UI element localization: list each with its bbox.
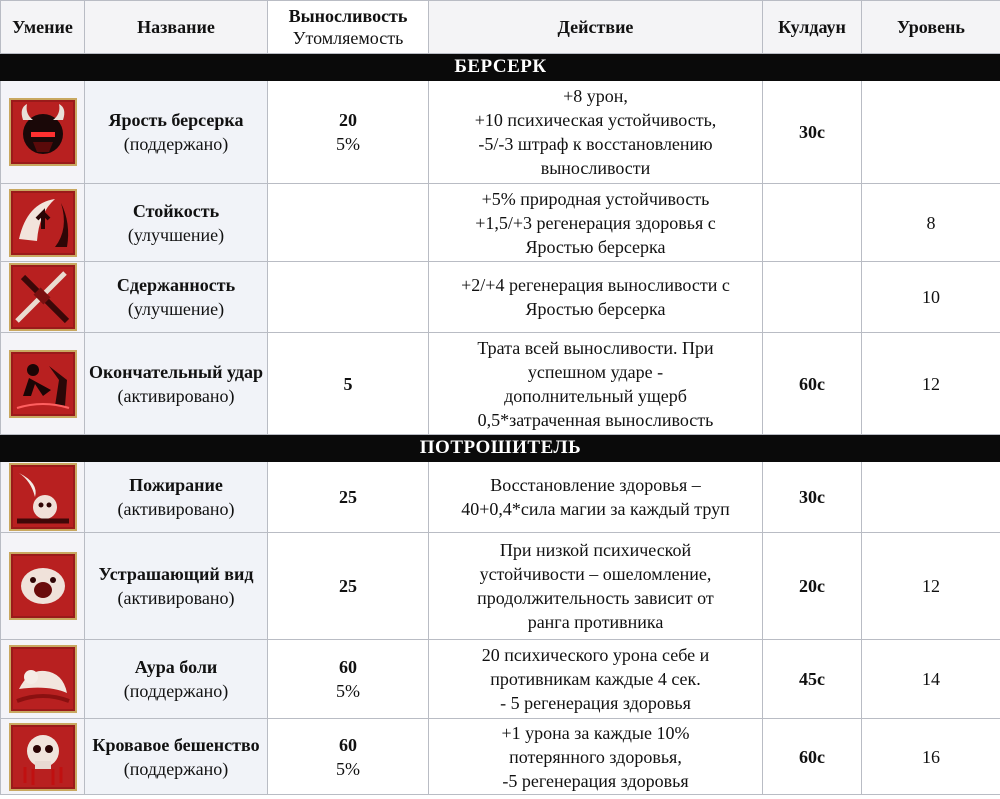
cooldown-cell	[763, 262, 862, 333]
action-line: дополнительный ущерб	[504, 385, 687, 406]
action-line: 0,5*затраченная выносливость	[477, 409, 714, 430]
action-cell	[429, 333, 763, 435]
action-line: +8 урон,	[563, 86, 628, 106]
skill-row	[1, 262, 1000, 333]
action-cell	[429, 462, 763, 533]
action-line: потерянного здоровья,	[509, 746, 682, 767]
action-cell	[429, 640, 763, 719]
action-line: Трата всей выносливости. При	[477, 337, 714, 358]
action-line: При низкой психической	[499, 540, 692, 560]
skill-name-cell	[85, 719, 268, 795]
action-line: -5/-3 штраф к восстановлению	[478, 134, 713, 154]
action-line: успешном ударе -	[527, 361, 664, 382]
cooldown-cell: 20с	[763, 533, 862, 640]
skill-state: (активировано)	[117, 499, 235, 519]
header-cooldown: Кулдаун	[763, 1, 862, 54]
skill-state: (поддержано)	[123, 681, 229, 701]
action-line: Яростью берсерка	[525, 236, 666, 257]
stamina-cell	[268, 533, 429, 640]
fatigue-value: 5%	[336, 681, 360, 701]
stamina-cell	[268, 462, 429, 533]
stamina-value: 25	[339, 576, 357, 596]
action-line: +1,5/+3 регенерация здоровья с	[475, 212, 716, 233]
section-title: ПОТРОШИТЕЛЬ	[1, 435, 1000, 462]
stamina-value: 60	[339, 657, 357, 677]
horned-helmet-icon	[9, 98, 77, 166]
skill-state: (активировано)	[117, 385, 235, 406]
skill-icon-cell	[1, 81, 85, 184]
skill-row	[1, 719, 1000, 795]
skill-name: Устрашающий вид	[98, 564, 254, 584]
section-title: БЕРСЕРК	[1, 54, 1000, 81]
skill-icon-cell	[1, 333, 85, 435]
skill-name: Кровавое бешенство	[92, 734, 260, 755]
skill-icon-cell	[1, 719, 85, 795]
level-cell: 8	[862, 184, 1000, 262]
header-stamina	[268, 1, 429, 54]
cooldown-cell: 60с	[763, 333, 862, 435]
skill-name: Окончательный удар	[89, 361, 263, 382]
header-row	[1, 1, 1000, 54]
action-cell	[429, 262, 763, 333]
skill-icon-cell	[1, 262, 85, 333]
devour-skull-icon	[9, 463, 77, 531]
skill-icon-cell	[1, 184, 85, 262]
skill-state: (улучшение)	[127, 299, 225, 319]
header-action: Действие	[429, 1, 763, 54]
stamina-value: 5	[343, 373, 353, 394]
stamina-cell	[268, 333, 429, 435]
skill-state: (улучшение)	[127, 224, 225, 245]
action-cell	[429, 81, 763, 184]
header-stamina-label: Выносливость	[288, 6, 408, 26]
level-cell	[862, 81, 1000, 184]
action-line: устойчивости – ошеломление,	[479, 564, 712, 584]
skill-name-cell	[85, 81, 268, 184]
skill-name-cell	[85, 533, 268, 640]
crossed-blades-icon	[9, 263, 77, 331]
level-cell: 14	[862, 640, 1000, 719]
skill-name-cell	[85, 333, 268, 435]
fatigue-value: 5%	[336, 758, 360, 779]
header-skill: Умение	[1, 1, 85, 54]
skill-row	[1, 184, 1000, 262]
cooldown-cell: 30с	[763, 462, 862, 533]
action-line: +2/+4 регенерация выносливости с	[461, 275, 730, 295]
level-cell: 10	[862, 262, 1000, 333]
skill-name: Стойкость	[132, 200, 220, 221]
skill-name-cell	[85, 184, 268, 262]
skill-icon-cell	[1, 640, 85, 719]
skill-icon-cell	[1, 462, 85, 533]
action-line: выносливости	[540, 158, 651, 178]
skill-name-cell	[85, 262, 268, 333]
cooldown-cell	[763, 184, 862, 262]
skill-name: Ярость берсерка	[108, 110, 244, 130]
stamina-cell	[268, 640, 429, 719]
stamina-cell	[268, 719, 429, 795]
blood-skull-icon	[9, 723, 77, 791]
skill-icon-cell	[1, 533, 85, 640]
stamina-value: 60	[339, 734, 357, 755]
action-line: +10 психическая устойчивость,	[474, 110, 717, 130]
header-level: Уровень	[862, 1, 1000, 54]
action-line: -5 регенерация здоровья	[502, 770, 689, 791]
section-header-row	[1, 54, 1000, 81]
upward-arrow-claw-icon	[9, 189, 77, 257]
skill-row	[1, 640, 1000, 719]
header-name: Название	[85, 1, 268, 54]
cooldown-cell: 30с	[763, 81, 862, 184]
action-line: 40+0,4*сила магии за каждый труп	[461, 499, 730, 519]
action-line: противникам каждые 4 сек.	[490, 669, 701, 689]
stamina-value: 25	[339, 487, 357, 507]
header-fatigue-label: Утомляемость	[292, 28, 404, 48]
level-cell	[862, 462, 1000, 533]
skill-row	[1, 533, 1000, 640]
action-line: 20 психического урона себе и	[481, 645, 710, 665]
level-cell: 12	[862, 533, 1000, 640]
cooldown-cell: 60с	[763, 719, 862, 795]
action-line: +5% природная устойчивость	[481, 188, 710, 209]
stamina-cell	[268, 184, 429, 262]
skill-name-cell	[85, 640, 268, 719]
stamina-value: 20	[339, 110, 357, 130]
skill-state: (поддержано)	[123, 134, 229, 154]
action-cell	[429, 533, 763, 640]
skill-row	[1, 333, 1000, 435]
action-line: +1 урона за каждые 10%	[501, 722, 690, 743]
action-cell	[429, 719, 763, 795]
pain-aura-icon	[9, 645, 77, 713]
stamina-cell	[268, 262, 429, 333]
cooldown-cell: 45с	[763, 640, 862, 719]
skill-state: (поддержано)	[123, 758, 229, 779]
action-line: Восстановление здоровья –	[490, 475, 701, 495]
skill-row	[1, 81, 1000, 184]
section-header-row	[1, 435, 1000, 462]
skill-row	[1, 462, 1000, 533]
skill-name: Пожирание	[129, 475, 223, 495]
action-line: - 5 регенерация здоровья	[500, 693, 691, 713]
stamina-cell	[268, 81, 429, 184]
skill-state: (активировано)	[117, 588, 235, 608]
screaming-face-icon	[9, 552, 77, 620]
skill-name: Сдержанность	[116, 275, 236, 295]
action-cell	[429, 184, 763, 262]
skill-name: Аура боли	[134, 657, 218, 677]
fatigue-value: 5%	[336, 134, 360, 154]
action-line: продолжительность зависит от	[477, 588, 714, 608]
final-strike-icon	[9, 350, 77, 418]
skill-name-cell	[85, 462, 268, 533]
level-cell: 16	[862, 719, 1000, 795]
action-line: Яростью берсерка	[525, 299, 666, 319]
action-line: ранга противника	[527, 612, 664, 632]
level-cell: 12	[862, 333, 1000, 435]
